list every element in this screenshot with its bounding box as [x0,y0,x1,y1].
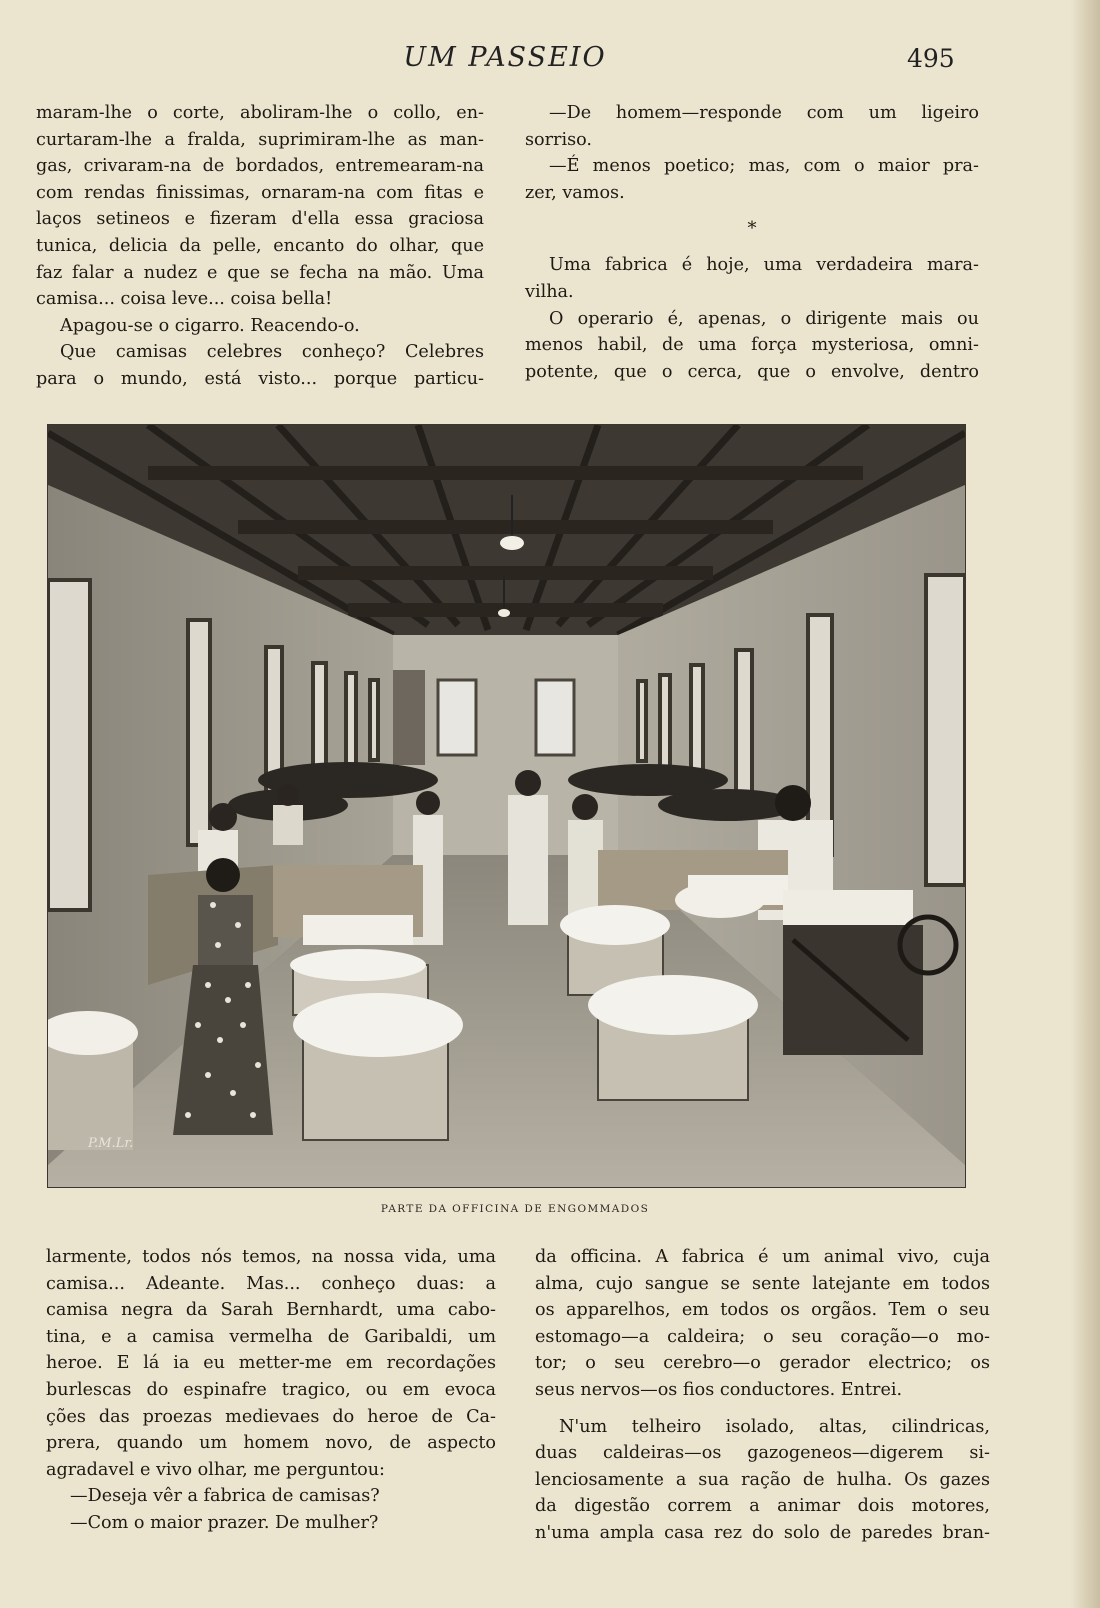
section-separator-asterisk: * [747,218,757,240]
workshop-illustration [48,425,965,1187]
text-line: heroe. E lá ia eu metter-me em recordações [46,1353,496,1374]
text-line: faz falar a nudez e que se fecha na mão. Uma [36,262,484,283]
photographer-signature: P.M.Lr. [88,1136,134,1151]
text-line: N'um telheiro isolado, altas, cilindricas, [559,1416,990,1437]
text-line: laços setineos e fizeram d'ella essa graciosa [36,209,484,230]
text-line: O operario é, apenas, o dirigente mais ou [549,308,979,329]
text-line: tina, e a camisa vermelha de Garibaldi, um [46,1326,496,1347]
paragraph-gap [535,1404,990,1414]
text-line: da officina. A fabrica é um animal vivo, cuja [535,1247,990,1267]
text-line: camisa... coisa leve... coisa bella! [36,289,333,310]
text-line: gas, crivaram-na de bordados, entremearam-na [36,156,484,177]
page-gutter-shadow [1070,0,1100,1608]
text-line: ções das proezas medievaes do heroe de Ca- [46,1406,496,1427]
text-line: n'uma ampla casa rez do solo de paredes bran- [535,1522,990,1543]
text-line: larmente, todos nós temos, na nossa vida, uma [46,1247,496,1267]
text-line: zer, vamos. [525,182,625,203]
text-line: estomago—a caldeira; o seu coração—o mo- [535,1326,990,1347]
text-line: burlescas do espinafre tragico, ou em evoca [46,1379,496,1400]
text-line: lenciosamente a sua ração de hulha. Os gazes [535,1469,990,1490]
text-line: para o mundo, está visto... porque particu- [36,368,484,389]
text-line: —Deseja vêr a fabrica de camisas? [70,1486,380,1507]
text-line: menos habil, de uma força mysteriosa, omni- [525,335,979,356]
text-line: da digestão correm a animar dois motores, [535,1496,990,1517]
text-line: camisa negra da Sarah Bernhardt, uma cabo- [46,1300,496,1321]
figure-caption: PARTE DA OFFICINA DE ENGOMMADOS [380,1203,650,1215]
text-line: —Com o maior prazer. De mulher? [70,1512,379,1533]
text-line: tunica, delicia da pelle, encanto do olhar, que [36,235,484,256]
text-column-lower-right [535,1244,990,1547]
text-column-lower-left [46,1244,496,1537]
text-line: maram-lhe o corte, aboliram-lhe o collo, en- [36,103,484,123]
text-line: os apparelhos, em todos os orgãos. Tem o seu [535,1300,990,1321]
text-line: sorriso. [525,129,592,150]
text-line: —De homem—responde com um ligeiro [549,103,979,123]
text-line: potente, que o cerca, que o envolve, dentro [525,361,979,382]
text-line: prera, quando um homem novo, de aspecto [46,1433,496,1454]
text-line: seus nervos—os fios conductores. Entrei. [535,1379,903,1400]
text-line: vilha. [525,281,574,302]
text-line: alma, cujo sangue se sente latejante em todos [535,1273,990,1294]
text-line: Uma fabrica é hoje, uma verdadeira mara- [549,255,979,276]
text-line: camisa... Adeante. Mas... conheço duas: a [46,1273,496,1294]
text-line: com rendas finissimas, ornaram-na com fitas e [36,182,484,203]
text-line: —É menos poetico; mas, com o maior pra- [549,156,979,177]
text-line: Apagou-se o cigarro. Reacendo-o. [60,315,360,336]
text-line: curtaram-lhe a fralda, suprimiram-lhe as man- [36,129,484,150]
text-line: agradavel e vivo olhar, me perguntou: [46,1459,385,1480]
text-line: tor; o seu cerebro—o gerador electrico; os [535,1353,990,1374]
text-column-upper-left [36,100,484,393]
text-line: Que camisas celebres conheço? Celebres [60,342,484,363]
page-number: 495 [907,44,955,73]
workshop-photograph [47,424,966,1188]
text-line: duas caldeiras—os gazogeneos—digerem si- [535,1443,990,1464]
text-column-upper-right [525,100,979,385]
running-header-title: UM PASSEIO [403,42,607,73]
